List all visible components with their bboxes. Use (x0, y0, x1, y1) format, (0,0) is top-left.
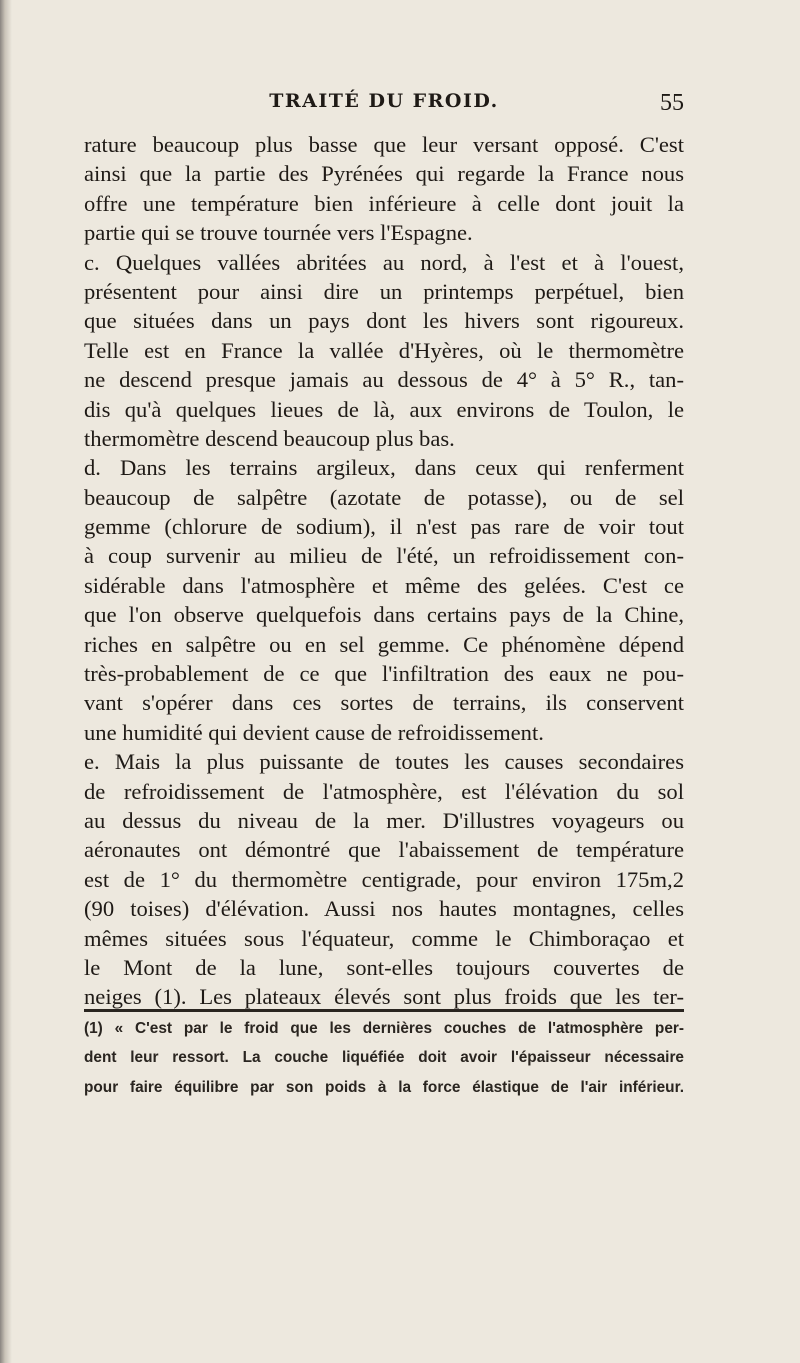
text-line: mêmes situées sous l'équateur, comme le Chimboraçao et (84, 925, 684, 951)
page-number: 55 (660, 90, 684, 116)
text-line: thermomètre descend beaucoup plus bas. (84, 425, 455, 451)
text-line: le Mont de la lune, sont-elles toujours couvertes de (84, 954, 684, 980)
text-line: que l'on observe quelquefois dans certains pays de la Chine, (84, 602, 684, 628)
text-line: présentent pour ainsi dire un printemps perpétuel, bien (84, 278, 684, 304)
text-line: d. Dans les terrains argileux, dans ceux qui renferment (84, 455, 684, 481)
page-header (84, 90, 684, 124)
text-line: ne descend presque jamais au dessous de 4° à 5° R., tan- (84, 367, 684, 393)
running-head: TRAITÉ DU FROID. (269, 90, 499, 112)
text-line: est de 1° du thermomètre centigrade, pour environ 175m,2 (84, 866, 684, 892)
text-line: c. Quelques vallées abritées au nord, à l'est et à l'ouest, (84, 249, 684, 275)
text-line: partie qui se trouve tournée vers l'Espagne. (84, 220, 473, 246)
text-line: gemme (chlorure de sodium), il n'est pas rare de voir tout (84, 514, 684, 540)
footnote-line: dent leur ressort. La couche liquéfiée doit avoir l'épaisseur nécessaire (84, 1049, 684, 1067)
text-line: neiges (1). Les plateaux élevés sont plus froids que les ter- (84, 984, 684, 1010)
text-line: une humidité qui devient cause de refroidissement. (84, 719, 544, 745)
text-line: au dessus du niveau de la mer. D'illustres voyageurs ou (84, 807, 684, 833)
footnotes (84, 1019, 684, 1107)
text-line: de refroidissement de l'atmosphère, est l'élévation du sol (84, 778, 684, 804)
body-text (84, 130, 684, 1012)
text-line: rature beaucoup plus basse que leur versant opposé. C'est (84, 132, 684, 157)
footnote-line: (1) « C'est par le froid que les dernières couches de l'atmosphère per- (84, 1020, 684, 1037)
text-line: vant s'opérer dans ces sortes de terrains, ils conservent (84, 690, 684, 716)
text-line: riches en salpêtre ou en sel gemme. Ce phénomène dépend (84, 631, 684, 657)
text-line: ainsi que la partie des Pyrénées qui regarde la France nous (84, 161, 684, 187)
text-line: e. Mais la plus puissante de toutes les causes secondaires (84, 749, 684, 775)
footnote-rule (84, 1009, 684, 1012)
text-line: aéronautes ont démontré que l'abaissement de température (84, 837, 684, 863)
text-line: que situées dans un pays dont les hivers sont rigoureux. (84, 308, 684, 334)
text-line: à coup survenir au milieu de l'été, un refroidissement con- (84, 543, 684, 569)
text-line: très-probablement de ce que l'infiltration des eaux ne pou- (84, 661, 684, 687)
text-line: (90 toises) d'élévation. Aussi nos hautes montagnes, celles (84, 896, 684, 922)
footnote-line: pour faire équilibre par son poids à la force élastique de l'air inférieur. (84, 1078, 684, 1096)
text-line: offre une température bien inférieure à celle dont jouit la (84, 190, 684, 216)
text-line: beaucoup de salpêtre (azotate de potasse), ou de sel (84, 484, 684, 510)
text-line: sidérable dans l'atmosphère et même des gelées. C'est ce (84, 572, 684, 598)
text-line: dis qu'à quelques lieues de là, aux environs de Toulon, le (84, 396, 684, 422)
page-edge-shadow (0, 0, 12, 1363)
text-line: Telle est en France la vallée d'Hyères, où le thermomètre (84, 337, 684, 363)
